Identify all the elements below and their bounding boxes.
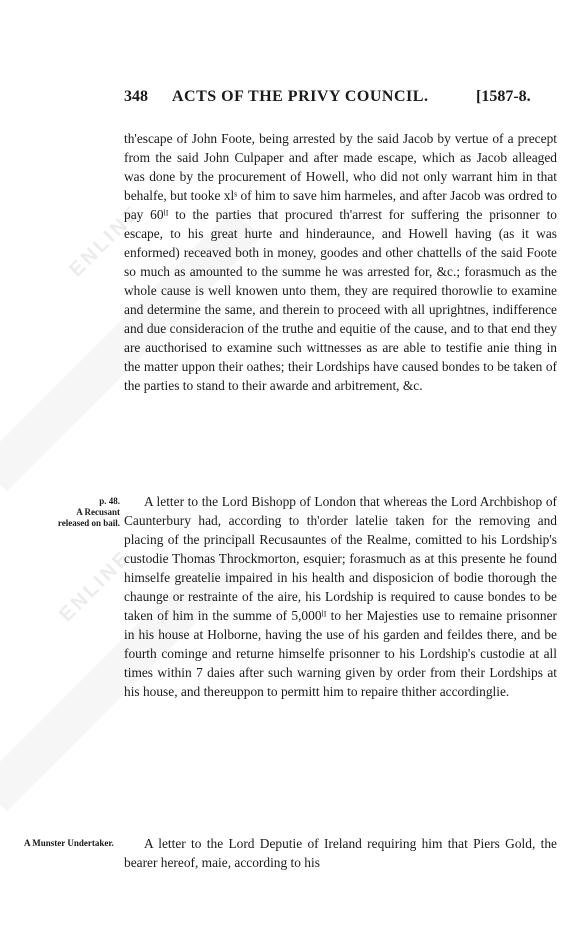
margin-note-munster: A Munster Undertaker. bbox=[24, 838, 114, 848]
page-number: 348 bbox=[124, 88, 148, 105]
page-header bbox=[0, 88, 567, 112]
running-title: ACTS OF THE PRIVY COUNCIL. bbox=[172, 88, 429, 105]
paragraph-2: A letter to the Lord Bishopp of London that whereas the Lord Archbishop of Caunterbury had, according to th'order latelie taken for the removing and placing of the principall Recusauntes of the Realme, comitted to his Lordship's custodie Thomas Throckmorton, esquier; forasmuch as at this presente he found himselfe greatelie impaired in his health and disposicion of bodie thorough the chaunge or restrainte of the aire, his Lordship is required to cause bondes to be taken of him in the summe of 5,000ˡᴵ to her Majesties use to remaine prisonner in his house at Holborne, having the use of his garden and feildes there, and be fourth cominge and returne himselfe prisonner to his Lordship's custodie at all times within 7 daies after such warning given by order from their Lordships at his house, and thereuppon to permitt him to repaire thither accordinglie. bbox=[124, 494, 557, 699]
margin-note-recusant bbox=[24, 496, 120, 529]
page-year: [1587-8. bbox=[476, 88, 531, 105]
margin-page-ref: p. 48. bbox=[99, 496, 120, 506]
paragraph-3: A letter to the Lord Deputie of Ireland requiring him that Piers Gold, the bearer hereof, maie, according to his bbox=[124, 836, 557, 870]
paragraph-1: th'escape of John Foote, being arrested by the said Jacob by vertue of a precept from the said John Culpaper and after made escape, which as Jacob alleaged was done by the procurement of Howell, who did not only warrant him in that behalfe, but tooke xlˢ of him to save him harmeles, and after Jacob was ordred to pay 60ˡᴵ to the parties that procured th'arrest for suffering the prisonner to escape, to his great hurte and hinderaunce, and Howell having (as it was enformed) receaved both in money, goodes and other chattells of the said Foote so much as amounted to the summe he was arrested for, &c.; forasmuch as the whole cause is well knowen unto them, they are required thorowlie to examine and determine the same, and therein to proceed with all uprightnes, indifference and due consideracion of the truthe and equitie of the cause, and to that end they are aucthorised to examine such wittnesses as are able to testifie anie thing in the matter uppon their oathes; their Lordships have caused bondes to be taken of the parties to stand to their awarde and arbitrement, &c. bbox=[124, 131, 557, 393]
watermark-text-1: ENLINE bbox=[65, 201, 146, 282]
watermark-text-2: ENLINE bbox=[55, 546, 136, 627]
margin-note-label: A Recusant released on bail. bbox=[57, 507, 120, 528]
